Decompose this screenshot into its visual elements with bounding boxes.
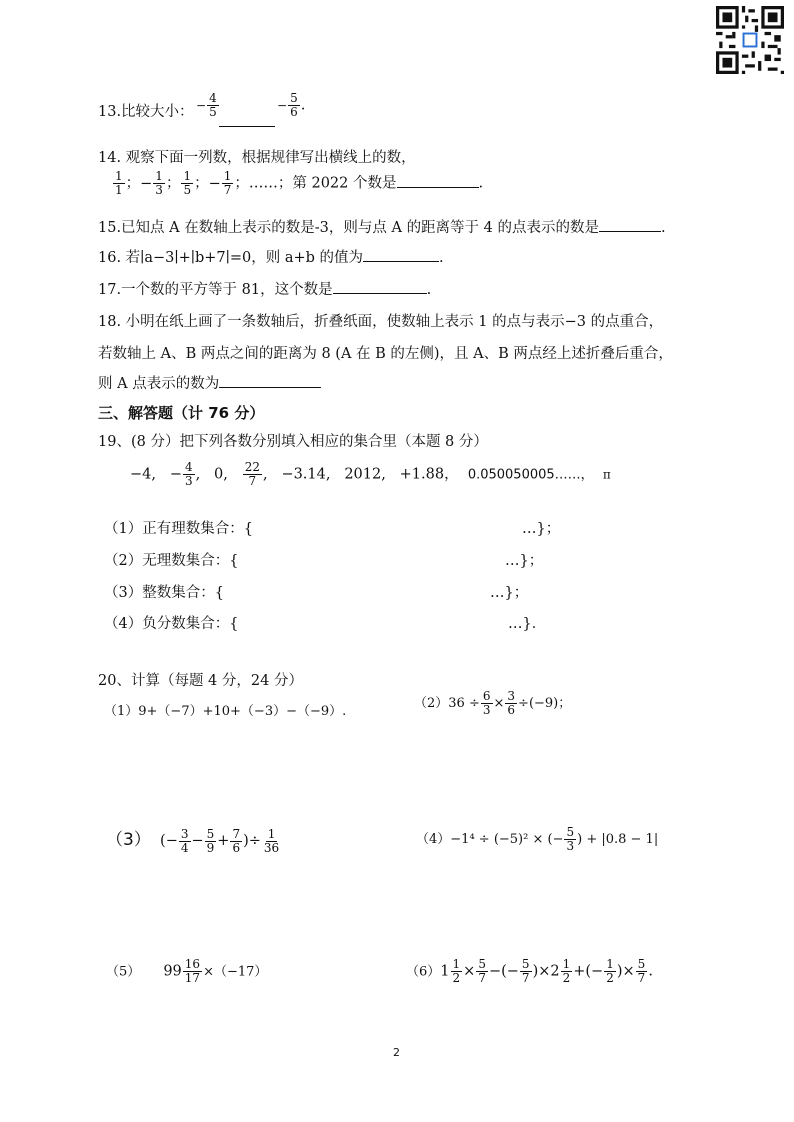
q13-fraction-a: − $\frac{4}{5}$ bbox=[196, 91, 217, 119]
q19-set-3-label: （3）整数集合：{ bbox=[104, 585, 224, 601]
q13-fraction-b: − $\frac{5}{6}$ . bbox=[277, 91, 306, 119]
q15-answer-blank[interactable] bbox=[599, 217, 661, 232]
q14-line1: 14. 观察下面一列数，根据规律写出横线上的数， bbox=[98, 150, 416, 166]
q19-set-1-label: （1）正有理数集合：{ bbox=[104, 521, 253, 537]
q13-answer-blank[interactable] bbox=[219, 112, 275, 127]
q19-set-1-end: …}； bbox=[522, 521, 561, 537]
page-number: 2 bbox=[393, 1046, 400, 1059]
q20-problem-1: （1）9+（−7）+10+（−3）−（−9）. bbox=[104, 704, 347, 719]
seq-term-2: − $\frac{1}{3}$ bbox=[140, 169, 163, 197]
q19-number-list: −4, − $\frac{4}{3}$ , 0, $\frac{22}{7}$ , −3.14, 2012, +1.88， 0.050050005……， π bbox=[130, 460, 611, 488]
q19-set-4-end: …}． bbox=[508, 616, 547, 632]
q20-header: 20、计算（每题 4 分，24 分） bbox=[98, 673, 303, 689]
q13-label: 13.比较大小： bbox=[98, 104, 194, 120]
q19-set-3-end: …}； bbox=[490, 585, 529, 601]
q18-line2: 若数轴上 A、B 两点之间的距离为 8 (A 在 B 的左侧)，且 A、B 两点经上述折叠后重合， bbox=[98, 346, 673, 362]
seq-term-4: − $\frac{1}{7}$ bbox=[208, 169, 232, 197]
q19-set-2-end: …}； bbox=[505, 553, 544, 569]
q17-answer-blank[interactable] bbox=[333, 279, 427, 294]
q14-sequence: $\frac{1}{1}$ ；− $\frac{1}{3}$ ； $\frac{1}{5}$ ；− $\frac{1}{7}$ ；……；第 2022 个数是 . bbox=[112, 170, 483, 197]
seq-term-3: $\frac{1}{5}$ bbox=[183, 169, 192, 197]
q19-set-4-label: （4）负分数集合：{ bbox=[104, 616, 239, 632]
question-18-line3: 则 A 点表示的数为 bbox=[98, 372, 321, 393]
q19-set-2-label: （2）无理数集合：{ bbox=[104, 553, 239, 569]
q18-answer-blank[interactable] bbox=[219, 373, 321, 388]
q19-header: 19、(8 分）把下列各数分别填入相应的集合里（本题 8 分） bbox=[98, 434, 488, 450]
q14-answer-blank[interactable] bbox=[397, 173, 479, 188]
qr-code-icon bbox=[716, 4, 784, 76]
question-13 bbox=[98, 100, 194, 121]
seq-term-1: $\frac{1}{1}$ bbox=[115, 169, 123, 197]
question-17: 17.一个数的平方等于 81，这个数是 . bbox=[98, 278, 431, 299]
q16-answer-blank[interactable] bbox=[363, 247, 439, 262]
q20-problem-2: （2）36 ÷ $\frac{6}{3}$ × $\frac{3}{6}$ ÷(−9)； bbox=[414, 689, 572, 717]
q20-problem-5: （5） 99 $\frac{16}{17}$ ×（−17） bbox=[106, 957, 268, 985]
q20-problem-6: （6）1 $\frac{1}{2}$ × $\frac{5}{7}$ −(− $\frac{5}{7}$ )×2 $\frac{1}{2}$ +(− $\frac{1}{2}$ )× $\frac{5}{7}$ . bbox=[406, 957, 653, 985]
q20-problem-3: （3） (− $\frac{3}{4}$ − $\frac{5}{9}$ + $\frac{7}{6}$ )÷ $\frac{1}{36}$ bbox=[106, 826, 280, 855]
question-15: 15.已知点 A 在数轴上表示的数是-3，则与点 A 的距离等于 4 的点表示的数是 . bbox=[98, 216, 666, 237]
q20-problem-4: （4）−1⁴ ÷ (−5)² × (− $\frac{5}{3}$ ) + |0.8 − 1| bbox=[416, 825, 659, 853]
q18-line1: 18. 小明在纸上画了一条数轴后，折叠纸面，使数轴上表示 1 的点与表示−3 的点重合， bbox=[98, 314, 664, 330]
question-16: 16. 若∣a−3∣+∣b+7∣=0，则 a+b 的值为 . bbox=[98, 246, 444, 267]
section-3-title: 三、解答题（计 76 分） bbox=[98, 404, 265, 422]
q14-tail: ……；第 2022 个数是 bbox=[248, 175, 397, 192]
